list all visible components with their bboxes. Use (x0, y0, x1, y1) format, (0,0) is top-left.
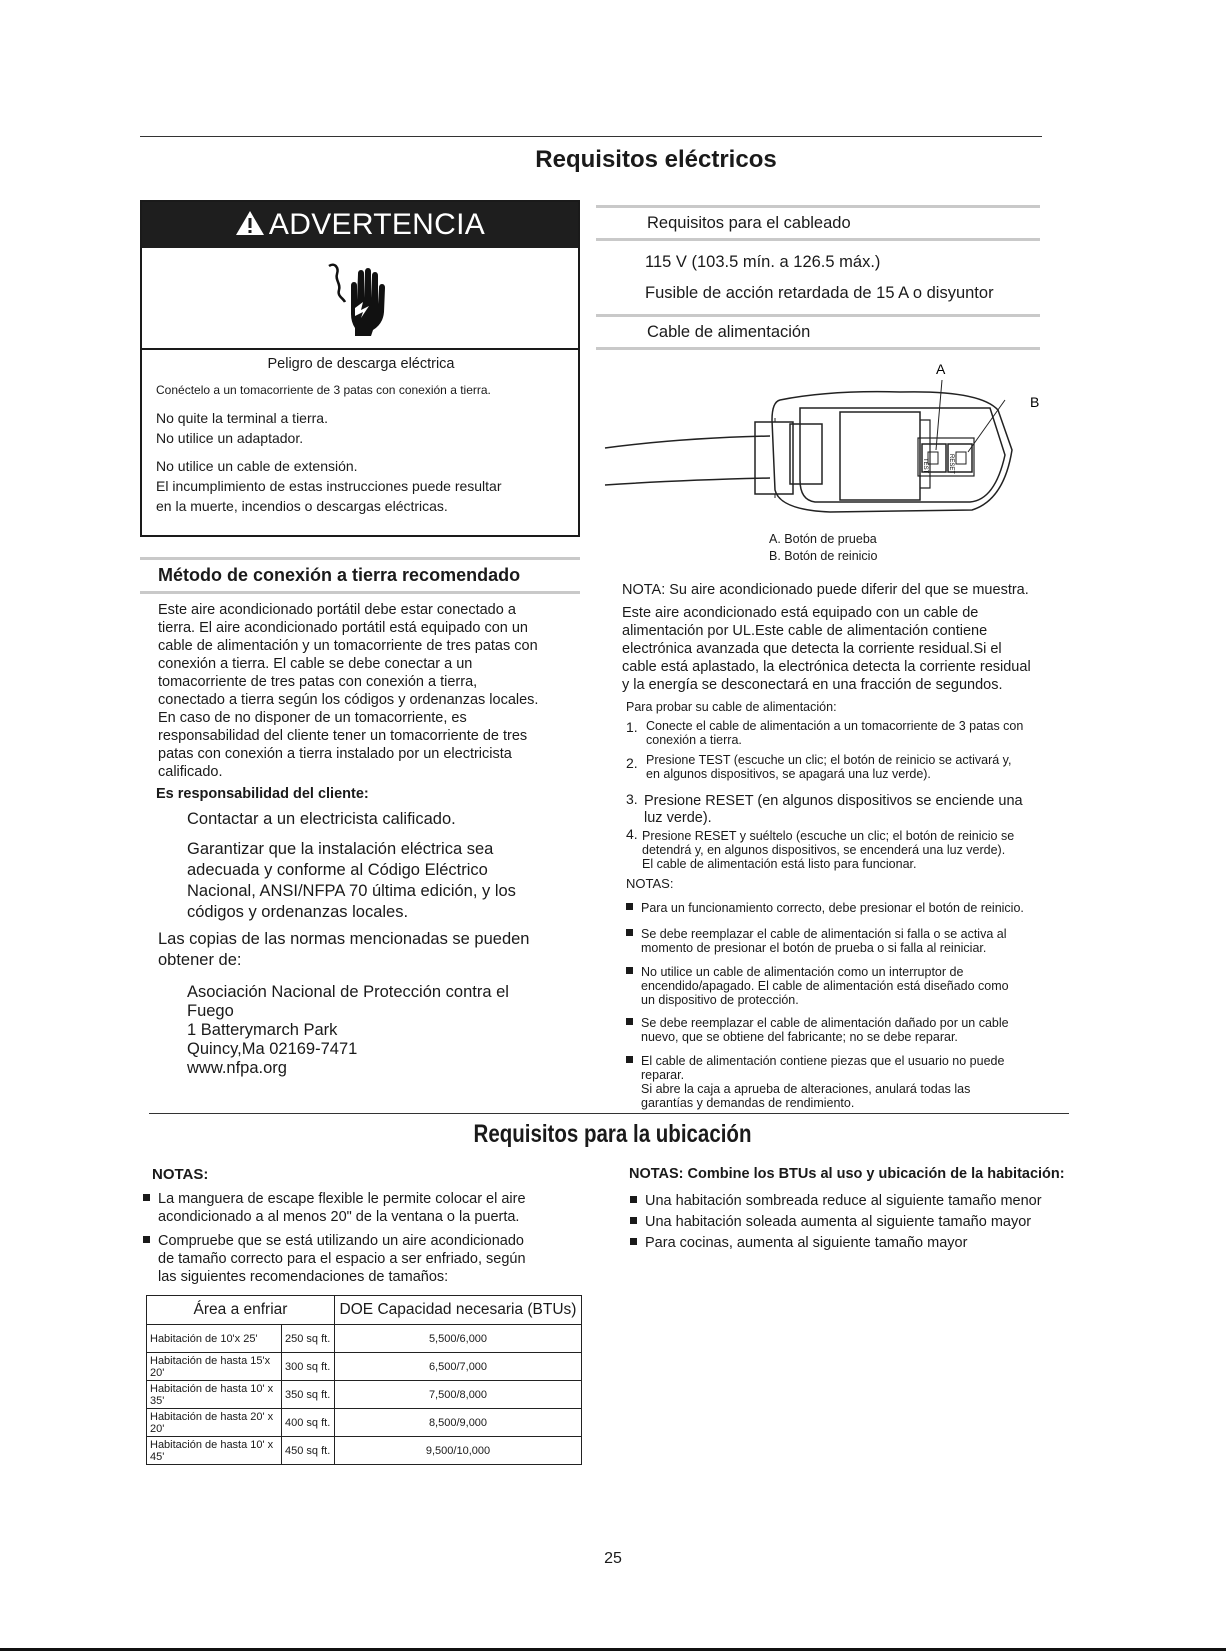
right-bullet-text: Para cocinas, aumenta al siguiente tamaño mayor (645, 1235, 968, 1251)
cord-note: NOTA: Su aire acondicionado puede diferir del que se muestra. (622, 582, 1029, 598)
copies-paragraph (158, 929, 578, 971)
warning-hazard: Peligro de descarga eléctrica (267, 356, 455, 372)
step-number: 4. (626, 826, 638, 842)
responsibility-item (187, 839, 567, 923)
right-bullet (630, 1233, 1070, 1254)
step-number: 1. (626, 719, 638, 735)
location-right-heading: NOTAS: Combine los BTUs al uso y ubicación de la habitación: (629, 1166, 1065, 1182)
area-cell: 450 sq ft. (282, 1437, 335, 1465)
room-cell: Habitación de hasta 10' x 35' (147, 1381, 282, 1409)
power-cord-diagram (600, 360, 1040, 525)
cord-line: cable está aplastado, la electrónica detecta la corriente residual (622, 659, 1031, 675)
table-row (147, 1381, 582, 1409)
table-row (147, 1325, 582, 1353)
responsibility-line: Nacional, ANSI/NFPA 70 última edición, y los (187, 882, 516, 900)
bullet-square-icon (630, 1196, 637, 1203)
grounding-paragraph (158, 601, 578, 781)
caption-a: A. Botón de prueba (769, 532, 877, 546)
warning-header (142, 202, 578, 248)
table-header-capacity: DOE Capacidad necesaria (BTUs) (335, 1296, 582, 1325)
wiring-voltage: 115 V (103.5 mín. a 126.5 máx.) (645, 253, 881, 271)
table-header-row (147, 1296, 582, 1325)
step-line: El cable de alimentación está listo para funcionar. (642, 857, 917, 871)
grounding-line: conectado a tierra según los códigos y ordenanzas locales. (158, 692, 539, 708)
note-item (626, 1016, 1066, 1044)
grounding-line: En caso de no disponer de un tomacorriente, es (158, 710, 467, 726)
location-notes-heading: NOTAS: (152, 1166, 209, 1183)
cord-paragraph (622, 604, 1062, 694)
step-3 (626, 793, 1066, 827)
note-line: El cable de alimentación contiene piezas que el usuario no puede (641, 1054, 1005, 1068)
caption-b: B. Botón de reinicio (769, 549, 878, 563)
address-line: Asociación Nacional de Protección contra el (187, 983, 509, 1001)
note-line: un dispositivo de protección. (641, 993, 799, 1007)
step-line: detendrá y, en algunos dispositivos, se encenderá una luz verde). (642, 843, 1006, 857)
test-intro: Para probar su cable de alimentación: (626, 700, 837, 714)
note-line: momento de presionar el botón de prueba o si falla al reiniciar. (641, 941, 987, 955)
responsibility-line: Garantizar que la instalación eléctrica sea (187, 840, 494, 858)
responsibility-list (187, 809, 567, 923)
copies-line: obtener de: (158, 951, 242, 969)
cord-line: y la energía se desconectará en una fracción de segundos. (622, 677, 1003, 693)
bullet-square-icon (630, 1217, 637, 1224)
step-number: 3. (626, 791, 638, 807)
label-b: B (1030, 394, 1040, 410)
warning-line: No utilice un adaptador. (156, 430, 304, 446)
warning-icon-area (142, 248, 578, 350)
note-item (626, 901, 1066, 915)
step-line: Presione RESET (en algunos dispositivos se enciende una (644, 793, 1023, 809)
table-row (147, 1353, 582, 1381)
notes-heading: NOTAS: (626, 876, 674, 891)
warning-line: en la muerte, incendios o descargas eléctricas. (156, 498, 448, 514)
area-cell: 300 sq ft. (282, 1353, 335, 1381)
cord-line: Este aire acondicionado está equipado con un cable de (622, 605, 979, 621)
wiring-band-3 (596, 314, 1040, 317)
bullet-line: de tamaño correcto para el espacio a ser enfriado, según (158, 1251, 526, 1267)
wiring-band-1 (596, 205, 1040, 208)
responsibility-line: adecuada y conforme al Código Eléctrico (187, 861, 488, 879)
nfpa-address (187, 983, 567, 1078)
right-bullet-text: Una habitación soleada aumenta al siguiente tamaño mayor (645, 1214, 1032, 1230)
bullet-square-icon (626, 1056, 633, 1063)
note-item (626, 965, 1066, 1007)
step-1 (626, 719, 1066, 747)
step-line: Conecte el cable de alimentación a un tomacorriente de 3 patas con (646, 719, 1024, 733)
warning-line: El incumplimiento de estas instrucciones puede resultar (156, 478, 502, 494)
note-line: garantías y demandas de rendimiento. (641, 1096, 855, 1110)
page-number: 25 (604, 1550, 622, 1567)
wiring-band-4 (596, 347, 1040, 350)
location-rule (149, 1113, 1069, 1114)
bullet-square-icon (630, 1238, 637, 1245)
electric-shock-hand-icon (325, 258, 395, 338)
room-cell: Habitación de hasta 20' x 20' (147, 1409, 282, 1437)
bullet-square-icon (626, 929, 633, 936)
btu-cell: 5,500/6,000 (335, 1325, 582, 1353)
bullet-line: Compruebe que se está utilizando un aire acondicionado (158, 1233, 524, 1249)
warning-box (140, 200, 580, 537)
cord-heading: Cable de alimentación (647, 323, 811, 341)
note-item (626, 927, 1066, 955)
room-cell: Habitación de 10'x 25' (147, 1325, 282, 1353)
electrical-title: Requisitos eléctricos (535, 146, 777, 173)
step-line: Presione RESET y suéltelo (escuche un clic; el botón de reinicio se (642, 829, 1015, 843)
bullet-line: las siguientes recomendaciones de tamaños: (158, 1269, 449, 1285)
responsibility-line: códigos y ordenanzas locales. (187, 903, 409, 921)
table-header-area: Área a enfriar (147, 1296, 335, 1325)
step-2 (626, 753, 1066, 781)
table-row (147, 1409, 582, 1437)
note-line: Se debe reemplazar el cable de alimentación dañado por un cable (641, 1016, 1009, 1030)
location-bullet-2 (143, 1232, 583, 1286)
warning-header-text: ADVERTENCIA (268, 208, 486, 241)
address-line: Quincy,Ma 02169-7471 (187, 1040, 358, 1058)
btu-cell: 8,500/9,000 (335, 1409, 582, 1437)
note-line: reparar. (641, 1068, 685, 1082)
note-item (626, 1054, 1066, 1110)
bullet-line: acondicionado a al menos 20" de la ventana o la puerta. (158, 1209, 520, 1225)
bullet-square-icon (626, 1018, 633, 1025)
right-bullet (630, 1191, 1070, 1212)
responsibility-heading: Es responsabilidad del cliente: (156, 786, 369, 802)
address-line: www.nfpa.org (187, 1059, 287, 1077)
step-4 (626, 826, 1066, 871)
warning-line: Conéctelo a un tomacorriente de 3 patas con conexión a tierra. (156, 383, 491, 397)
right-bullet-text: Una habitación sombreada reduce al siguiente tamaño menor (645, 1193, 1042, 1209)
note-line: encendido/apagado. El cable de alimentación está diseñado como (641, 979, 1009, 993)
note-line: No utilice un cable de alimentación como un interruptor de (641, 965, 964, 979)
warning-body (142, 350, 578, 516)
table-row (147, 1437, 582, 1465)
btu-cell: 7,500/8,000 (335, 1381, 582, 1409)
btu-cell: 9,500/10,000 (335, 1437, 582, 1465)
note-line: Se debe reemplazar el cable de alimentación si falla o se activa al (641, 927, 1007, 941)
btu-cell: 6,500/7,000 (335, 1353, 582, 1381)
bullet-square-icon (143, 1236, 150, 1243)
grounding-band-top (140, 557, 580, 560)
grounding-line: cable de alimentación y un tomacorriente de tres patas con (158, 638, 538, 654)
area-cell: 400 sq ft. (282, 1409, 335, 1437)
area-cell: 250 sq ft. (282, 1325, 335, 1353)
grounding-line: tomacorriente de tres patas con conexión a tierra, (158, 674, 478, 690)
note-line: Para un funcionamiento correcto, debe presionar el botón de reinicio. (641, 901, 1024, 915)
responsibility-item: Contactar a un electricista calificado. (187, 810, 456, 828)
step-number: 2. (626, 755, 638, 771)
location-right-bullets (630, 1191, 1070, 1254)
step-line: en algunos dispositivos, se apagará una luz verde). (646, 767, 931, 781)
note-line: nuevo, que se obtiene del fabricante; no se debe reparar. (641, 1030, 958, 1044)
warning-line: No utilice un cable de extensión. (156, 458, 358, 474)
grounding-line: calificado. (158, 764, 223, 780)
grounding-band-bottom (140, 591, 580, 594)
grounding-line: Este aire acondicionado portátil debe estar conectado a (158, 602, 516, 618)
note-line: Si abre la caja a aprueba de alteraciones, anulará todas las (641, 1082, 971, 1096)
address-line: 1 Batterymarch Park (187, 1021, 338, 1039)
wiring-band-2 (596, 238, 1040, 241)
location-bullet-1 (143, 1190, 583, 1226)
address-line: Fuego (187, 1002, 234, 1020)
bullet-square-icon (626, 903, 633, 910)
cord-line: alimentación por UL.Este cable de alimentación contiene (622, 623, 988, 639)
step-line: Presione TEST (escuche un clic; el botón de reinicio se activará y, (646, 753, 1012, 767)
room-cell: Habitación de hasta 10' x 45' (147, 1437, 282, 1465)
top-rule (140, 136, 1042, 137)
bullet-line: La manguera de escape flexible le permite colocar el aire (158, 1191, 526, 1207)
grounding-heading: Método de conexión a tierra recomendado (158, 565, 521, 585)
grounding-line: conexión a tierra. El cable se debe conectar a un (158, 656, 473, 672)
bullet-square-icon (143, 1194, 150, 1201)
copies-line: Las copias de las normas mencionadas se pueden (158, 930, 530, 948)
test-button-label: TEST (922, 458, 928, 474)
step-line: conexión a tierra. (646, 733, 742, 747)
grounding-line: patas con conexión a tierra instalado por un electricista (158, 746, 512, 762)
reset-button-label: RESET (948, 454, 954, 475)
cord-line: electrónica avanzada que detecta la corriente residual.Si el (622, 641, 1002, 657)
grounding-line: responsabilidad del cliente tener un tomacorriente de tres (158, 728, 528, 744)
warning-triangle-icon (235, 210, 265, 236)
label-a: A (936, 361, 946, 377)
warning-line: No quite la terminal a tierra. (156, 410, 328, 426)
sizing-table (146, 1295, 582, 1465)
room-cell: Habitación de hasta 15'x 20' (147, 1353, 282, 1381)
location-title-wrap (140, 1120, 1085, 1149)
step-line: luz verde). (644, 810, 712, 826)
grounding-line: tierra. El aire acondicionado portátil está equipado con un (158, 620, 528, 636)
area-cell: 350 sq ft. (282, 1381, 335, 1409)
right-bullet (630, 1212, 1070, 1233)
wiring-fuse: Fusible de acción retardada de 15 A o disyuntor (645, 284, 994, 302)
bullet-square-icon (626, 967, 633, 974)
wiring-heading: Requisitos para el cableado (647, 214, 851, 232)
location-title: Requisitos para la ubicación (473, 1120, 752, 1148)
